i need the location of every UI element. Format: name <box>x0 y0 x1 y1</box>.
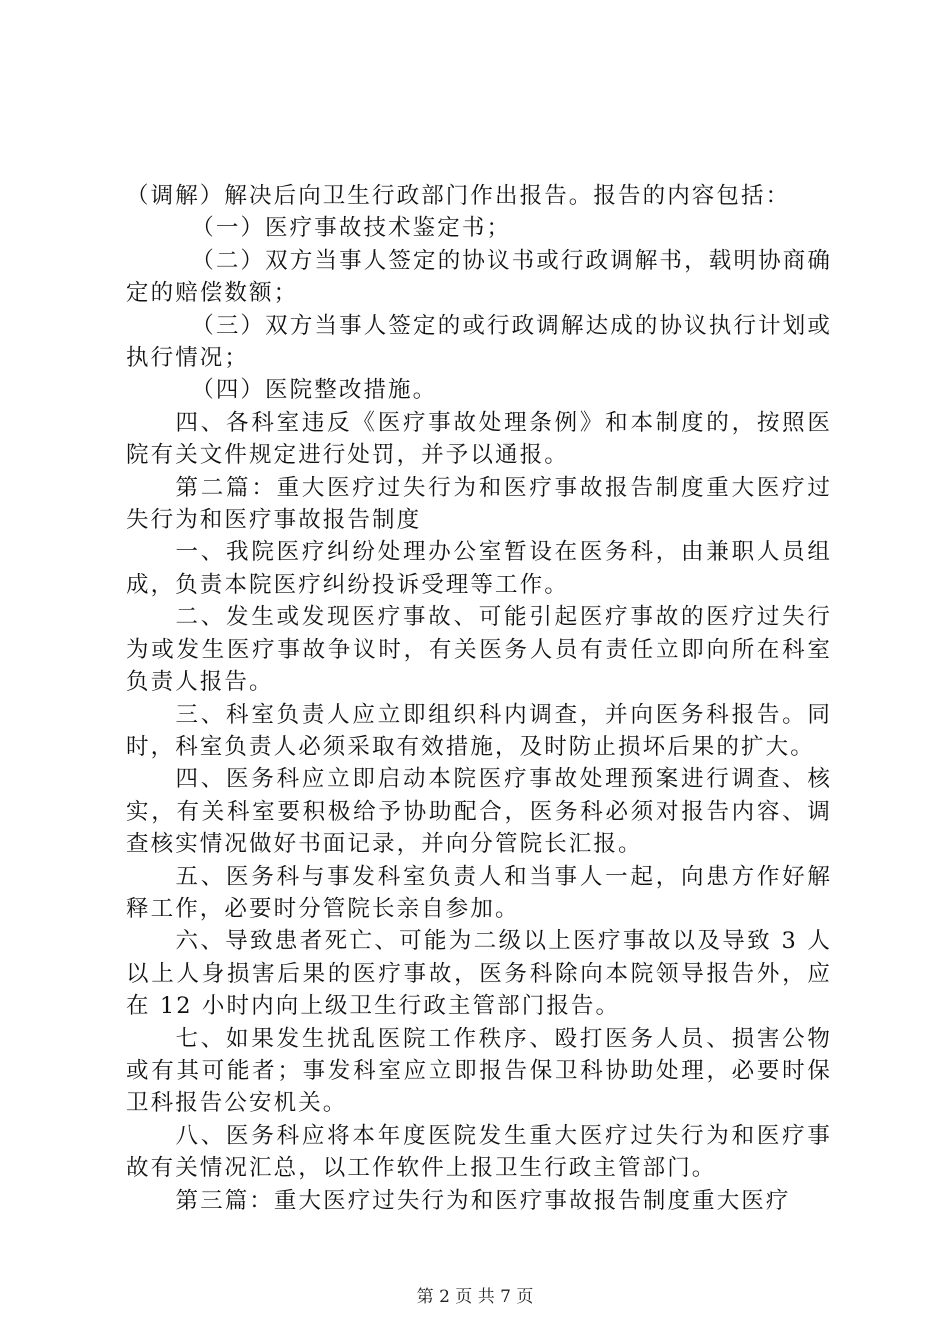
paragraph-item-3: （三）双方当事人签定的或行政调解达成的协议执行计划或执行情况； <box>126 312 832 372</box>
paragraph-rule-2: 二、发生或发现医疗事故、可能引起医疗事故的医疗过失行为或发生医疗事故争议时，有关医务人员有责任立即向所在科室负责人报告。 <box>126 604 832 696</box>
paragraph-section-4: 四、各科室违反《医疗事故处理条例》和本制度的，按照医院有关文件规定进行处罚，并予以通报。 <box>126 409 832 469</box>
paragraph-rule-5: 五、医务科与事发科室负责人和当事人一起，向患方作好解释工作，必要时分管院长亲自参加。 <box>126 863 832 922</box>
page-number-footer: 第 2 页 共 7 页 <box>416 1287 534 1307</box>
paragraph-rule-8: 八、医务科应将本年度医院发生重大医疗过失行为和医疗事故有关情况汇总，以工作软件上报卫生行政主管部门。 <box>126 1122 832 1182</box>
paragraph-rule-3: 三、科室负责人应立即组织科内调查，并向医务科报告。同时，科室负责人必须采取有效措施，及时防止损坏后果的扩大。 <box>126 701 832 760</box>
paragraph-rule-1: 一、我院医疗纠纷处理办公室暂设在医务科，由兼职人员组成，负责本院医疗纠纷投诉受理等工作。 <box>126 539 832 598</box>
paragraph-rule-7: 七、如果发生扰乱医院工作秩序、殴打医务人员、损害公物或有其可能者；事发科室应立即报告保卫科协助处理，必要时保卫科报告公安机关。 <box>126 1025 832 1117</box>
paragraph-rule-6: 六、导致患者死亡、可能为二级以上医疗事故以及导致 3 人以上人身损害后果的医疗事故，医务科除向本院领导报告外，应在 12 小时内向上级卫生行政主管部门报告。 <box>126 928 832 1020</box>
paragraph-item-2: （二）双方当事人签定的协议书或行政调解书，载明协商确定的赔偿数额； <box>126 247 832 307</box>
chapter-heading-2: 第二篇：重大医疗过失行为和医疗事故报告制度重大医疗过失行为和医疗事故报告制度 <box>126 474 832 534</box>
paragraph-continuation: （调解）解决后向卫生行政部门作出报告。报告的内容包括： <box>126 183 791 209</box>
paragraph-item-4: （四）医院整改措施。 <box>191 377 438 404</box>
paragraph-item-1: （一）医疗事故技术鉴定书； <box>191 215 512 242</box>
document-body <box>126 180 832 1217</box>
paragraph-rule-4: 四、医务科应立即启动本院医疗事故处理预案进行调查、核实，有关科室要积极给予协助配合，医务科必须对报告内容、调查核实情况做好书面记录，并向分管院长汇报。 <box>126 766 832 858</box>
chapter-heading-3: 第三篇：重大医疗过失行为和医疗事故报告制度重大医疗 <box>175 1187 791 1214</box>
